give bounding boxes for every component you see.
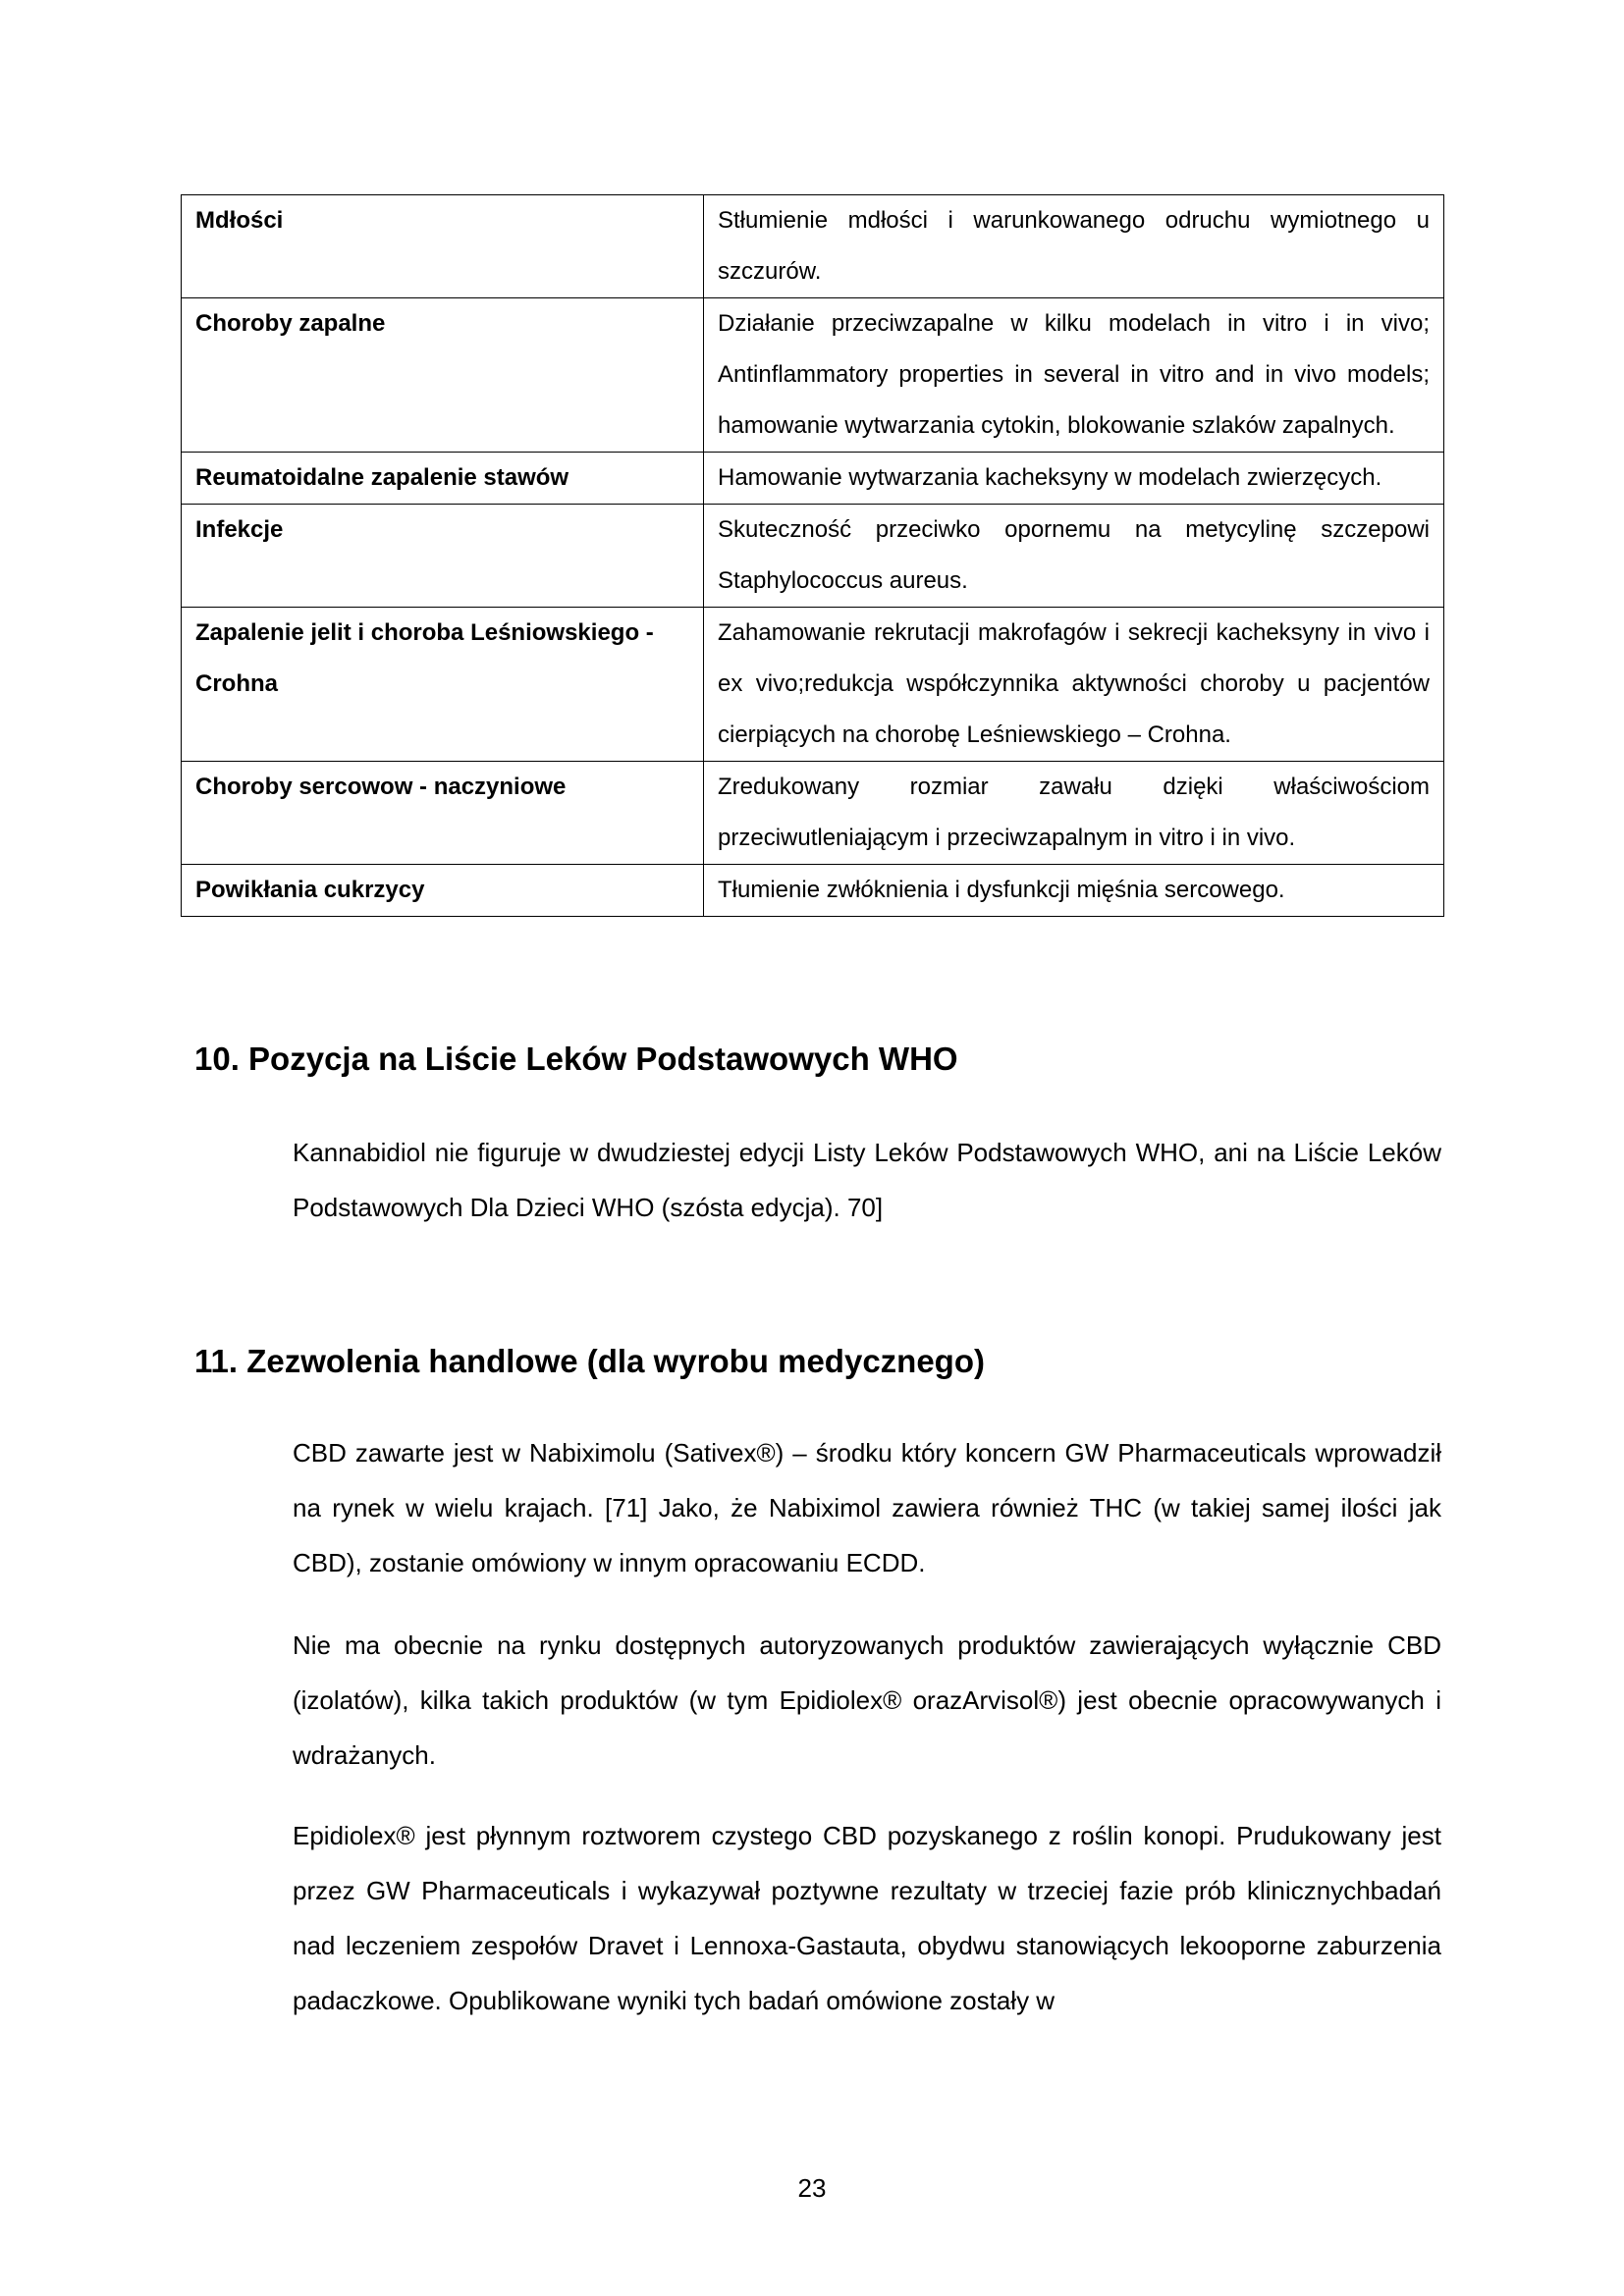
condition-cell: Mdłości (182, 195, 704, 298)
condition-cell: Reumatoidalne zapalenie stawów (182, 453, 704, 505)
section-10-paragraph: Kannabidiol nie figuruje w dwudziestej edycji Listy Leków Podstawowych WHO, ani na Liście Leków Podstawowych Dla Dzieci WHO (szósta edycja). 70] (293, 1138, 1441, 1222)
effect-cell: Hamowanie wytwarzania kacheksyny w modelach zwierzęcych. (704, 453, 1444, 505)
condition-cell: Powikłania cukrzycy (182, 865, 704, 917)
section-10-heading: 10. Pozycja na Liście Leków Podstawowych WHO (194, 1041, 958, 1077)
effect-cell: Działanie przeciwzapalne w kilku modelach in vitro i in vivo; Antinflammatory properties in several in vitro and in vivo models; hamowanie wytwarzania cytokin, blokowanie szlaków zapalnych. (704, 298, 1444, 453)
condition-cell: Choroby sercowow - naczyniowe (182, 762, 704, 865)
table-row (182, 762, 1444, 865)
section-11-paragraph-3: Epidiolex® jest płynnym roztworem czystego CBD pozyskanego z roślin konopi. Prudukowany jest przez GW Pharmaceuticals i wykazywał poztywne rezultaty w trzeciej fazie prób klinicznychbadań nad leczeniem zespołów Dravet i Lennoxa-Gastauta, obydwu stanowiących lekooporne zaburzenia padaczkowe. Opublikowane wyniki tych badań omówione zostały w (293, 1821, 1441, 2015)
effect-cell: Zredukowany rozmiar zawału dzięki właściwościom przeciwutleniającym i przeciwzapalnym in vitro i in vivo. (704, 762, 1444, 865)
section-11-paragraph-2: Nie ma obecnie na rynku dostępnych autoryzowanych produktów zawierających wyłącznie CBD (izolatów), kilka takich produktów (w tym Epidiolex® orazArvisol®) jest obecnie opracowywanych i wdrażanych. (293, 1630, 1441, 1770)
condition-cell: Choroby zapalne (182, 298, 704, 453)
condition-cell: Infekcje (182, 505, 704, 608)
table-row (182, 298, 1444, 453)
table-row (182, 865, 1444, 917)
section-11-paragraph-1: CBD zawarte jest w Nabiximolu (Sativex®) – środku który koncern GW Pharmaceuticals wprowadził na rynek w wielu krajach. [71] Jako, że Nabiximol zawiera również THC (w takiej samej ilości jak CBD), zostanie omówiony w innym opracowaniu ECDD. (293, 1438, 1441, 1577)
cbd-effects-table (181, 194, 1444, 917)
table-row (182, 453, 1444, 505)
table-row (182, 608, 1444, 762)
effect-cell: Skuteczność przeciwko opornemu na metycylinę szczepowi Staphylococcus aureus. (704, 505, 1444, 608)
table-row (182, 195, 1444, 298)
table-row (182, 505, 1444, 608)
effect-cell: Zahamowanie rekrutacji makrofagów i sekrecji kacheksyny in vivo i ex vivo;redukcja współczynnika aktywności choroby u pacjentów cierpiących na chorobę Leśniewskiego – Crohna. (704, 608, 1444, 762)
page-number: 23 (797, 2173, 827, 2203)
table-body (182, 195, 1444, 917)
condition-cell: Zapalenie jelit i choroba Leśniowskiego - Crohna (182, 608, 704, 762)
effect-cell: Tłumienie zwłóknienia i dysfunkcji mięśnia sercowego. (704, 865, 1444, 917)
section-11-heading: 11. Zezwolenia handlowe (dla wyrobu medycznego) (194, 1343, 985, 1379)
effect-cell: Stłumienie mdłości i warunkowanego odruchu wymiotnego u szczurów. (704, 195, 1444, 298)
